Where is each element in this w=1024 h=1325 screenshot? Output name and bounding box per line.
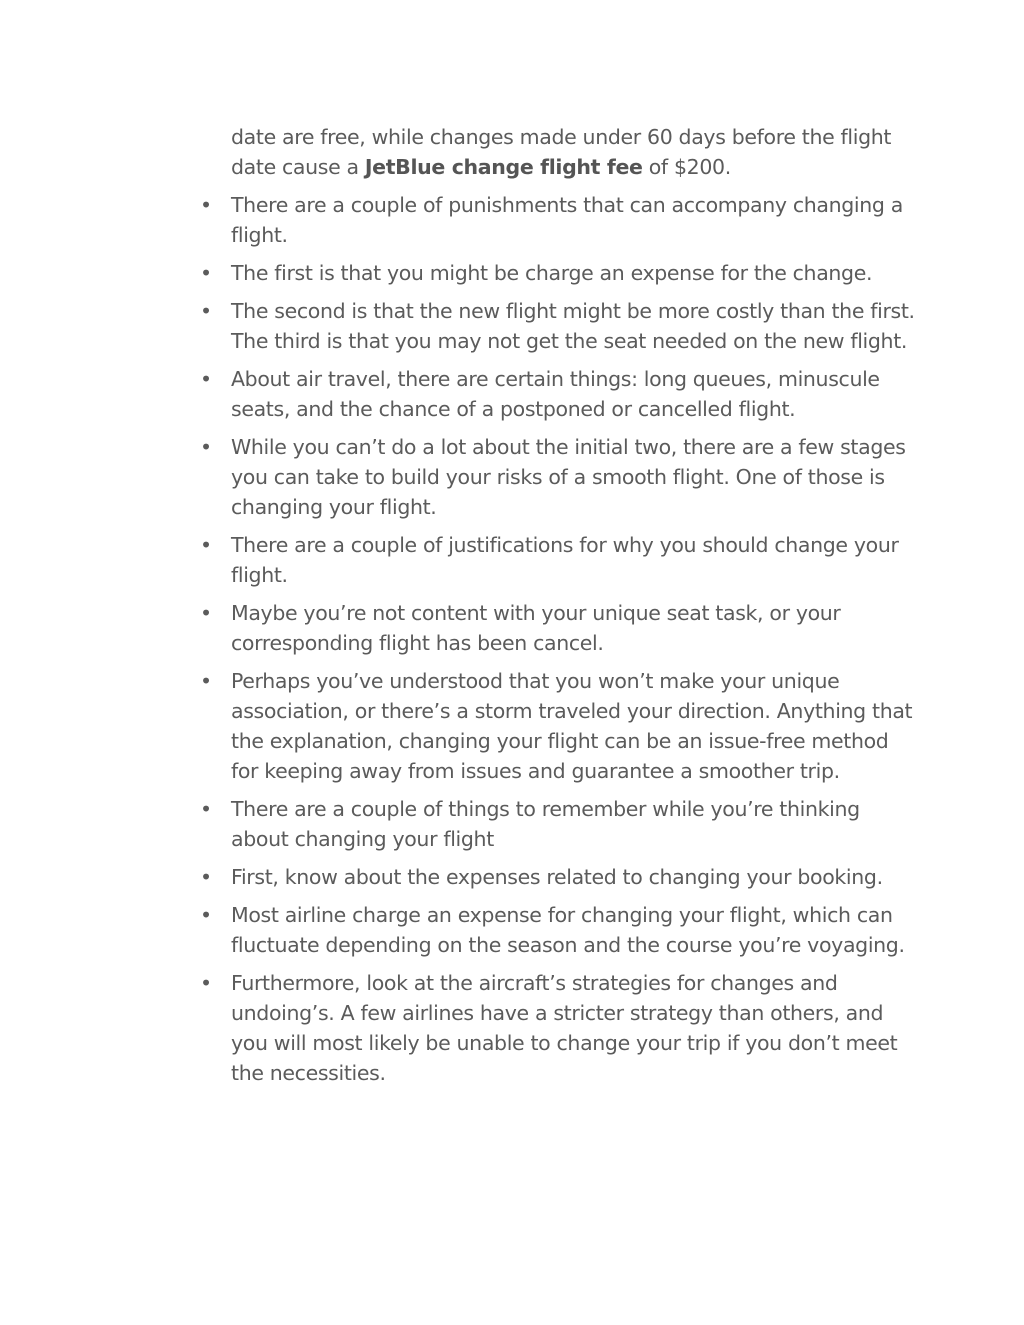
bullet-item — [200, 666, 921, 786]
bullet-text: Most airline charge an expense for changing your flight, which can fluctuate depending on the season and the course you’re voyaging. — [231, 903, 905, 957]
bullet-item — [200, 794, 921, 854]
bullet-item — [200, 364, 921, 424]
bullet-item — [200, 190, 921, 250]
bullet-text: Furthermore, look at the aircraft’s strategies for changes and undoing’s. A few airlines have a stricter strategy than others, and you will most likely be unable to change your trip if you don’t meet the necessities. — [231, 971, 898, 1085]
bullet-text: About air travel, there are certain things: long queues, minuscule seats, and the chance of a postponed or cancelled flight. — [231, 367, 880, 421]
bullet-icon: • — [200, 669, 212, 693]
bullet-icon: • — [200, 903, 212, 927]
bullet-text: While you can’t do a lot about the initial two, there are a few stages you can take to build your risks of a smooth flight. One of those is changing your flight. — [231, 435, 906, 519]
bullet-text: There are a couple of justifications for why you should change your flight. — [231, 533, 899, 587]
bullet-item — [200, 900, 921, 960]
bullet-text: The second is that the new flight might be more costly than the first. The third is that you may not get the seat needed on the new flight. — [231, 299, 915, 353]
continuation-bold-phrase: JetBlue change flight fee — [364, 155, 643, 179]
continuation-text-before: date are free, while changes made under 60 days before the flight date cause a — [231, 125, 892, 179]
bullet-text: Maybe you’re not content with your unique seat task, or your corresponding flight has been cancel. — [231, 601, 841, 655]
bullet-icon: • — [200, 193, 212, 217]
bullet-text: The first is that you might be charge an expense for the change. — [231, 261, 873, 285]
bullet-icon: • — [200, 261, 212, 285]
document-body — [200, 122, 921, 1096]
bullet-text: There are a couple of punishments that can accompany changing a flight. — [231, 193, 903, 247]
bullet-icon: • — [200, 367, 212, 391]
continuation-paragraph — [231, 122, 921, 182]
bullet-icon: • — [200, 865, 212, 889]
bullet-icon: • — [200, 971, 212, 995]
bullet-text: First, know about the expenses related to changing your booking. — [231, 865, 883, 889]
bullet-item — [200, 598, 921, 658]
bullet-text: Perhaps you’ve understood that you won’t make your unique association, or there’s a storm traveled your direction. Anything that the explanation, changing your flight can be an issue-free method for keeping away from issues and guarantee a smoother trip. — [231, 669, 913, 783]
bullet-text: There are a couple of things to remember while you’re thinking about changing your flight — [231, 797, 860, 851]
continuation-text-after: of $200. — [642, 155, 731, 179]
bullet-item — [200, 862, 921, 892]
bullet-item — [200, 296, 921, 356]
bullet-item — [200, 432, 921, 522]
bullet-item — [200, 530, 921, 590]
bullet-item — [200, 968, 921, 1088]
bullet-icon: • — [200, 435, 212, 459]
bullet-icon: • — [200, 797, 212, 821]
bullet-icon: • — [200, 533, 212, 557]
bullet-item — [200, 258, 921, 288]
bullet-list — [200, 190, 921, 1088]
bullet-icon: • — [200, 299, 212, 323]
bullet-icon: • — [200, 601, 212, 625]
